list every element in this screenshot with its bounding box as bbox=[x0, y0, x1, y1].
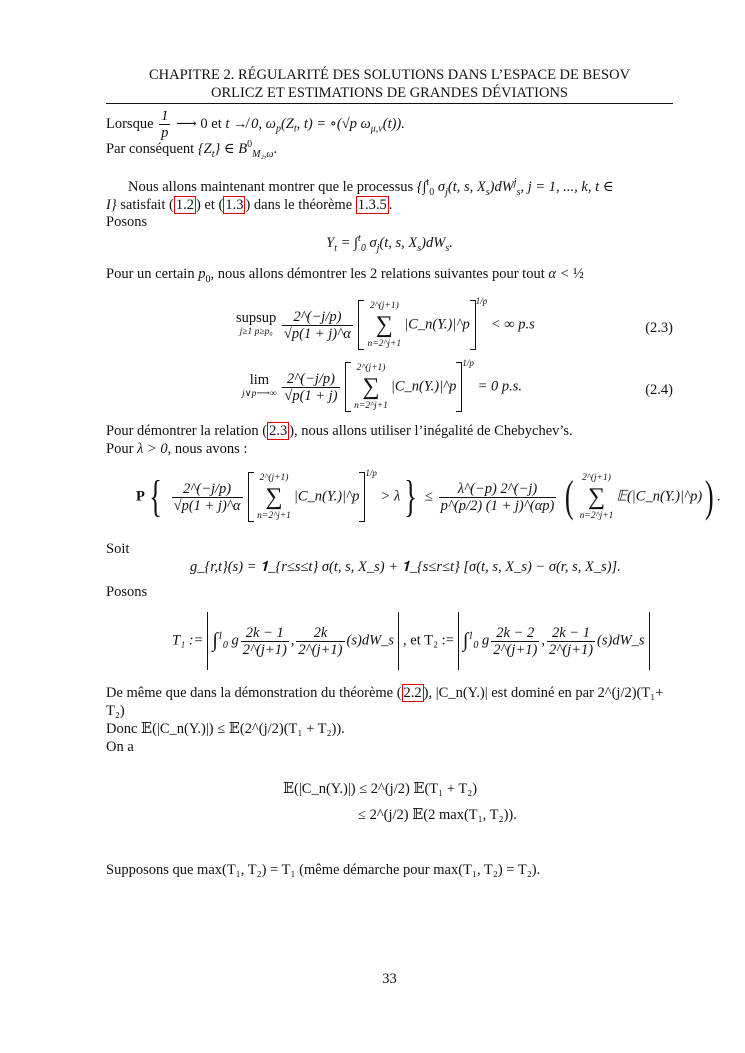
paragraph-processus-line2: I} satisfait ( 1.2 ) et ( 1.3 ) dans le théorème 1.3.5 . bbox=[106, 197, 393, 213]
paragraph-de-meme-line2: T₂) bbox=[106, 703, 125, 719]
paragraph-supposons: Supposons que max(T₁, T₂) = T₁ (même démarche pour max(T₁, T₂) = T₂). bbox=[106, 862, 541, 878]
page-number: 33 bbox=[382, 971, 397, 987]
header-rule bbox=[106, 103, 673, 104]
paragraph-lorsque: Lorsque $\frac{1}{p}$ ⟶ 0 et t ↛ 0, $\omega_p(Z_t$, t) = ∘(√p $\omega_{\mu,\nu}(t)$). bbox=[106, 108, 405, 141]
ref-link-1-3-5[interactable]: 1.3.5 bbox=[357, 197, 387, 213]
paragraph-processus-line1: Nous allons maintenant montrer que le processus {∫$^t_0$ $\sigma_j(t$, s, $X_s)dW^j_s$, j = 1, ..., k, t ∈ bbox=[128, 177, 614, 198]
equation-chebyshev: P{ $\frac{2\^{}(-j/p)}{√p(1 + j)\^{}\alpha}$ 2^(j+1) ∑ n=2^j+1 |C_n(Y.)|^p1/p > λ} ≤ $\frac{\lambda\^{}(-p) 2\^{}(-j)}{p\^{}(p/2) (1 + j)\^{}(\alpha p)}$ ( 2^(j+1) ∑ n=2^j+1 𝔼(|C_n(Y.)|^p)) . bbox=[136, 468, 721, 521]
ref-link-1-3[interactable]: 1.3 bbox=[225, 197, 244, 213]
running-header-line2: ORLICZ ET ESTIMATIONS DE GRANDES DÉVIATIONS bbox=[211, 85, 568, 101]
ref-link-2-3[interactable]: 2.3 bbox=[269, 423, 288, 439]
equation-label-2-4: (2.4) bbox=[645, 382, 673, 398]
soit-label: Soit bbox=[106, 541, 130, 557]
paragraph-pour-lambda: Pour λ > 0, nous avons : bbox=[106, 441, 248, 457]
posons-label-1: Posons bbox=[106, 214, 148, 230]
equation-expectation-line2: ≤ 2^(j/2) 𝔼(2 max(T₁, T₂)). bbox=[358, 807, 517, 823]
equation-y-t: $Y_t = \int^t_0$ $\sigma_j(t$, s, $X_s)dW_s$. bbox=[326, 233, 453, 254]
equation-label-2-3: (2.3) bbox=[645, 320, 673, 336]
paragraph-pour-un-certain: Pour un certain $p_0$, nous allons démontrer les 2 relations suivantes pour tout α < ½ bbox=[106, 266, 584, 285]
ref-link-1-2[interactable]: 1.2 bbox=[175, 197, 194, 213]
equation-g: g_{r,t}(s) = 𝟏_{r≤s≤t} σ(t, s, X_s) + 𝟏_{s≤r≤t} [σ(t, s, X_s) − σ(r, s, X_s)]. bbox=[190, 559, 621, 575]
paragraph-de-meme-line1: De même que dans la démonstration du théorème ( 2.2 ), |C_n(Y.)| est dominé en par 2^(j/2)(T₁+ bbox=[106, 685, 664, 701]
equation-2-4: lim j∨p⟶∞ $\frac{2\^{}(-j/p)}{√p(1 + j)}$ 2^(j+1) ∑ n=2^j+1 |C_n(Y.)|^p1/p = 0 p.s. (2.4) bbox=[106, 362, 673, 418]
equation-expectation-line1: 𝔼(|C_n(Y.)|) ≤ 2^(j/2) 𝔼(T₁ + T₂) bbox=[283, 781, 478, 797]
paragraph-par-consequent: Par conséquent $\{Z_t\}$ ∈ $B^0_{M_2,\omega}$. bbox=[106, 139, 278, 160]
paragraph-donc: Donc 𝔼(|C_n(Y.)|) ≤ 𝔼(2^(j/2)(T₁ + T₂)). bbox=[106, 721, 345, 737]
posons-label-2: Posons bbox=[106, 584, 148, 600]
equation-t1-t2: T₁ := ∫$^1_0$ g $\frac{2k - 1}{2\^{}(j+1)}$ , $\frac{2k}{2\^{}(j+1)}$ (s)dW_s , et T₂ := ∫$^1_0$ g $\frac{2k - 2}{2\^{}(j+1)}$ , $\frac{2k - 1}{2\^{}(j+1)}$ (s)dW_s bbox=[172, 612, 739, 670]
paragraph-pour-demontrer: Pour démontrer la relation ( 2.3 ), nous allons utiliser l’inégalité de Chebychev’s. bbox=[106, 423, 573, 439]
ref-link-2-2[interactable]: 2.2 bbox=[403, 685, 422, 701]
equation-2-3: supsup j≥1 p≥p₀ $\frac{2\^{}(-j/p)}{√p(1 + j)\^{}\alpha}$ 2^(j+1) ∑ n=2^j+1 |C_n(Y.)|^p1/p < ∞ p.s (2.3) bbox=[106, 300, 673, 356]
running-header-line1: CHAPITRE 2. RÉGULARITÉ DES SOLUTIONS DANS L’ESPACE DE BESOV bbox=[148, 67, 631, 83]
paragraph-on-a: On a bbox=[106, 739, 134, 755]
